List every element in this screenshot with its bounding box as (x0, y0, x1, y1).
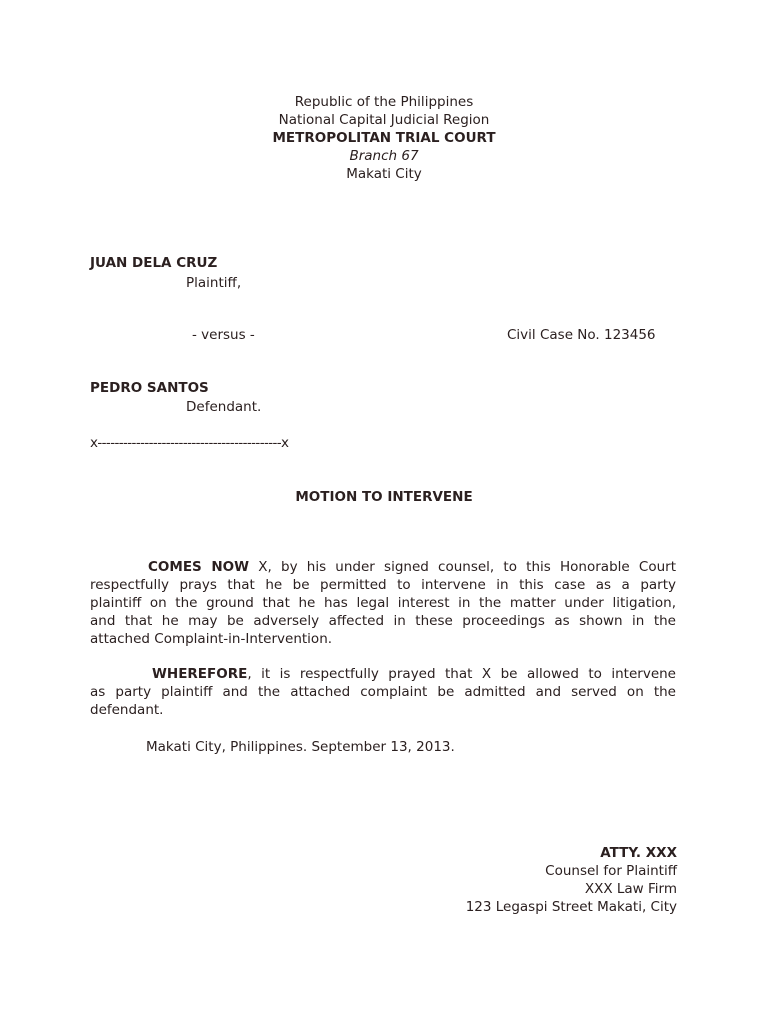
signatory-firm: XXX Law Firm (584, 881, 677, 897)
p1-line1: X, by his under signed counsel, to this Honorable Court (249, 559, 676, 575)
paragraph-line (90, 665, 676, 683)
p1-line2: respectfully prays that he be permitted to intervene in this case as a party (90, 577, 676, 593)
signatory-name: ATTY. XXX (600, 845, 677, 861)
signatory-role: Counsel for Plaintiff (545, 863, 677, 879)
defendant-name: PEDRO SANTOS (90, 380, 209, 396)
versus-label: - versus - (192, 327, 255, 343)
p2-line2: as party plaintiff and the attached complaint be admitted and served on the (90, 684, 676, 700)
paragraph-line (90, 558, 676, 576)
p1-line4: and that he may be adversely affected in these proceedings as shown in the (90, 613, 676, 629)
paragraph-wherefore (90, 665, 676, 719)
comes-now-lead: COMES NOW (148, 559, 250, 575)
header-court: METROPOLITAN TRIAL COURT (272, 130, 496, 146)
defendant-role: Defendant. (186, 399, 262, 415)
header-region: National Capital Judicial Region (278, 112, 490, 128)
date-line: Makati City, Philippines. September 13, 2013. (146, 739, 455, 755)
p1-line5: attached Complaint-in-Intervention. (90, 631, 333, 647)
caption-separator: x-------------------------------------------x (90, 435, 289, 451)
plaintiff-role: Plaintiff, (186, 275, 242, 291)
signatory-address: 123 Legaspi Street Makati, City (465, 899, 677, 915)
header-republic: Republic of the Philippines (294, 94, 474, 110)
header-city: Makati City (346, 166, 422, 182)
paragraph-comes-now (90, 558, 676, 648)
header-branch: Branch 67 (349, 148, 419, 164)
p1-line3: plaintiff on the ground that he has legal interest in the matter under litigation, (90, 595, 676, 611)
case-number: Civil Case No. 123456 (507, 327, 656, 343)
document-title: MOTION TO INTERVENE (295, 489, 473, 505)
plaintiff-name: JUAN DELA CRUZ (90, 255, 218, 271)
p2-line1: , it is respectfully prayed that X be allowed to intervene (247, 666, 676, 682)
wherefore-lead: WHEREFORE (152, 666, 248, 682)
p2-line3: defendant. (90, 702, 164, 718)
